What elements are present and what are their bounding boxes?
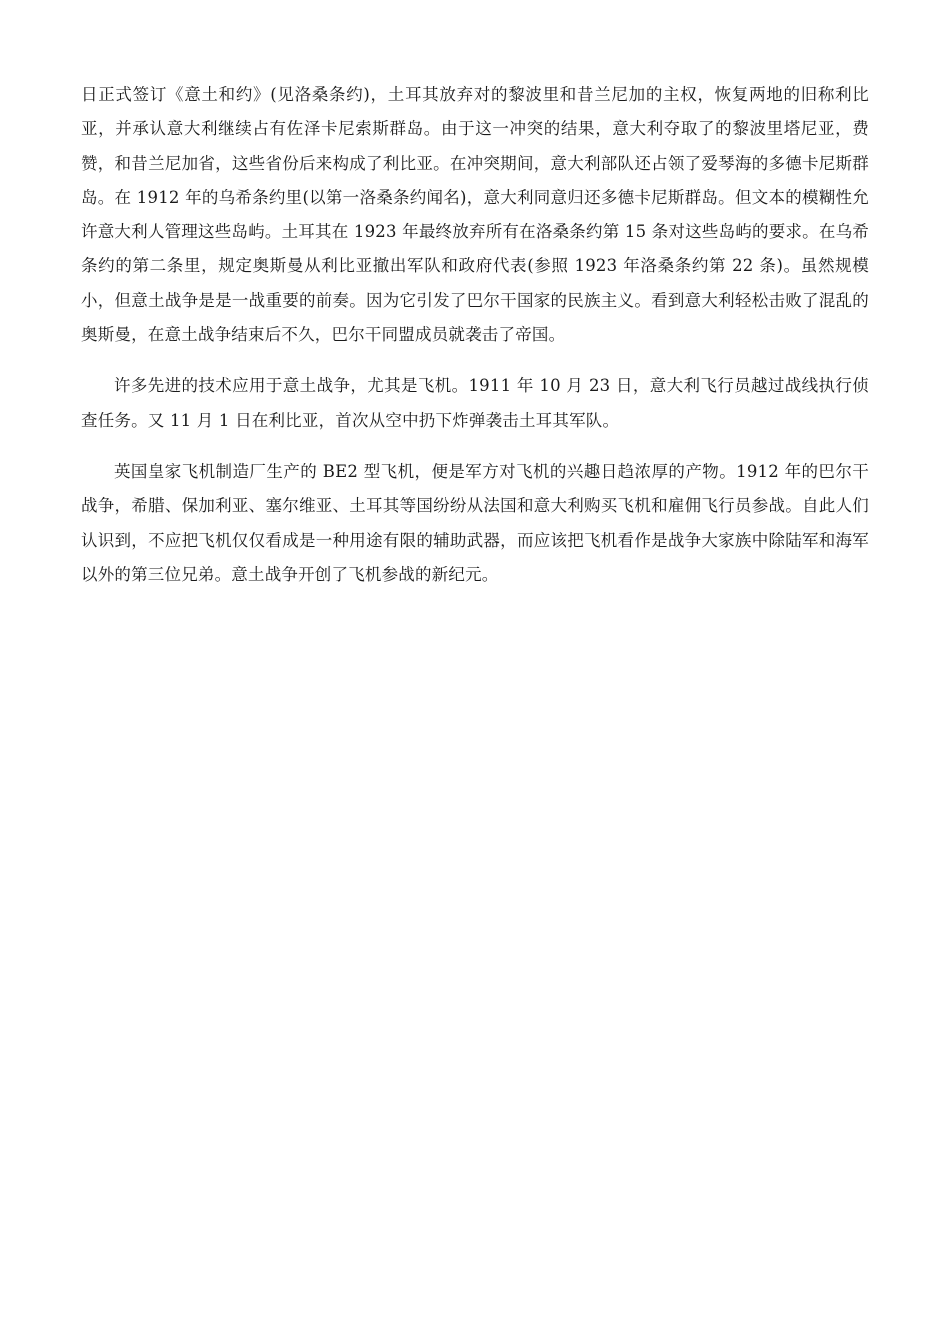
paragraph-aviation-technology: 许多先进的技术应用于意土战争，尤其是飞机。1911 年 10 月 23 日，意大利飞行员越过战线执行侦查任务。又 11 月 1 日在利比亚，首次从空中扔下炸弹袭击土耳其军队。: [81, 376, 869, 430]
paragraph-be2-aircraft: 英国皇家飞机制造厂生产的 BE2 型飞机，便是军方对飞机的兴趣日趋浓厚的产物。1912 年的巴尔干战争，希腊、保加利亚、塞尔维亚、土耳其等国纷纷从法国和意大利购买飞机和雇佣飞行员参战。自此人们认识到，不应把飞机仅仅看成是一种用途有限的辅助武器，而应该把飞机看作是战争大家族中除陆军和海军以外的第三位兄弟。意土战争开创了飞机参战的新纪元。: [81, 461, 869, 584]
paragraph-treaty: 日正式签订《意土和约》(见洛桑条约)，土耳其放弃对的黎波里和昔兰尼加的主权，恢复两地的旧称利比亚，并承认意大利继续占有佐泽卡尼索斯群岛。由于这一冲突的结果，意大利夺取了的黎波里塔尼亚，费赞，和昔兰尼加省，这些省份后来构成了利比亚。在冲突期间，意大利部队还占领了爱琴海的多德卡尼斯群岛。在 1912 年的乌希条约里(以第一洛桑条约闻名)，意大利同意归还多德卡尼斯群岛。但文本的模糊性允许意大利人管理这些岛屿。土耳其在 1923 年最终放弃所有在洛桑条约第 15 条对这些岛屿的要求。在乌希条约的第二条里，规定奥斯曼从利比亚撤出军队和政府代表(参照 1923 年洛桑条约第 22 条)。虽然规模小，但意土战争是是一战重要的前奏。因为它引发了巴尔干国家的民族主义。看到意大利轻松击败了混乱的奥斯曼，在意土战争结束后不久，巴尔干同盟成员就袭击了帝国。: [81, 85, 869, 345]
document-page: [81, 78, 869, 609]
